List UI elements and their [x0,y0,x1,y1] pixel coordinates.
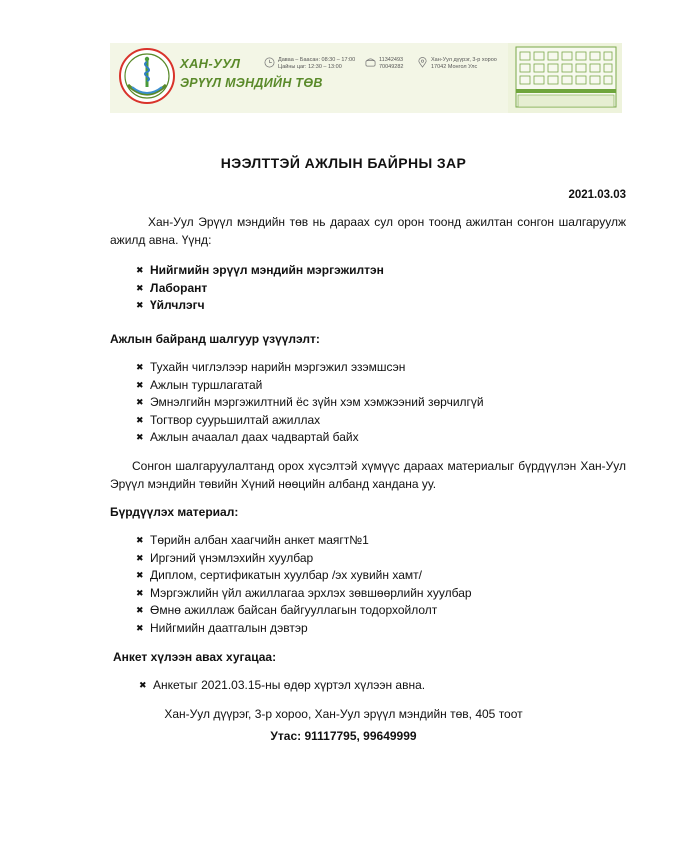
list-item: ✖ Тухайн чиглэлээр нарийн мэргэжил эзэмшсэн [136,359,484,377]
hours-line2: Цайны цаг: 12:30 – 13:00 [278,64,342,70]
positions-list [136,262,384,315]
list-item: ✖ Эмнэлгийн мэргэжилтний ёс зүйн хэм хэмжээний зөрчилгүй [136,394,484,412]
org-name-line1: ХАН-УУЛ [180,56,241,71]
list-item: ✖ Ажлын туршлагатай [136,377,484,395]
clock-icon [264,57,275,68]
location-pin-icon [417,57,428,68]
footer-address: Хан-Уул дүүрэг, 3-р хороо, Хан-Уул эрүүл мэндийн төв, 405 тоот [164,707,523,721]
list-item: ✖ Төрийн албан хаагчийн анкет маягт№1 [136,532,472,550]
bullet-x-icon: ✖ [136,282,144,293]
phone-icon [365,57,376,68]
footer-phone: Утас: 91117795, 99649999 [270,729,417,743]
bullet-x-icon: ✖ [136,414,144,425]
list-item: ✖ Мэргэжлийн үйл ажиллагаа эрхлэх зөвшөөрлийн хуулбар [136,585,472,603]
list-item: ✖ Үйлчлэгч [136,297,384,315]
phone-line1: 11342493 [379,57,404,63]
bullet-x-icon: ✖ [136,570,144,580]
bullet-x-icon: ✖ [136,535,144,545]
page-title: НЭЭЛТТЭЙ АЖЛЫН БАЙРНЫ ЗАР [220,155,467,171]
list-item: ✖ Анкетыг 2021.03.15-ны өдөр хүртэл хүлээн авна. [139,677,425,695]
hours-line1: Даваа – Баасан: 08:30 – 17:00 [278,57,356,63]
address-line1: Хан-Уул дүүрэг, 3-р хороо [431,57,497,63]
submission-paragraph: Сонгон шалгаруулалтанд орох хүсэлтэй хүмүүс дараах материалыг бүрдүүлэн Хан-Уул Эрүүл мэндийн төвийн Хүний нөөцийн албанд хандана уу. [110,459,626,491]
requirements-heading: Ажлын байранд шалгуур үзүүлэлт: [110,332,320,346]
intro-paragraph: Хан-Уул Эрүүл мэндийн төв нь дараах сул орон тоонд ажилтан сонгон шалгаруулж ажилд авна. Үүнд: [110,215,626,247]
address-line2: 17042 Монгол Улс [431,64,478,70]
clinic-logo [118,47,176,105]
documents-heading: Бүрдүүлэх материал: [110,505,239,519]
header-banner [110,43,622,113]
hours-info [278,57,355,71]
org-name-line2: ЭРҮҮЛ МЭНДИЙН ТӨВ [180,76,323,90]
deadline-list [139,677,425,695]
list-item: ✖ Нийгмийн даатгалын дэвтэр [136,620,472,638]
date: 2021.03.03 [568,189,626,201]
deadline-heading: Анкет хүлээн авах хугацаа: [113,650,277,664]
bullet-x-icon: ✖ [136,432,144,442]
list-item: ✖ Диплом, сертификатын хуулбар /эх хувийн хамт/ [136,567,472,585]
list-item: ✖ Нийгмийн эрүүл мэндийн мэргэжилтэн [136,262,384,280]
bullet-x-icon: ✖ [136,587,144,598]
list-item: ✖ Ажлын ачаалал даах чадвартай байх [136,429,484,447]
building-illustration [508,43,622,113]
bullet-x-icon: ✖ [136,362,144,372]
list-item: ✖ Тогтвор суурьшилтай ажиллах [136,412,484,430]
bullet-x-icon: ✖ [136,397,144,407]
phone-line2: 70049282 [379,64,404,70]
address-info [431,57,497,71]
bullet-x-icon: ✖ [136,300,144,310]
bullet-x-icon: ✖ [136,379,144,390]
bullet-x-icon: ✖ [136,605,144,615]
bullet-x-icon: ✖ [136,622,144,633]
bullet-x-icon: ✖ [136,265,144,275]
list-item: ✖ Лаборант [136,280,384,298]
phone-info [379,57,403,71]
list-item: ✖ Өмнө ажиллаж байсан байгууллагын тодорхойлолт [136,602,472,620]
bullet-x-icon: ✖ [136,552,144,563]
requirements-list [136,359,484,447]
bullet-x-icon: ✖ [139,680,147,690]
list-item: ✖ Иргэний үнэмлэхийн хуулбар [136,550,472,568]
documents-list [136,532,472,637]
